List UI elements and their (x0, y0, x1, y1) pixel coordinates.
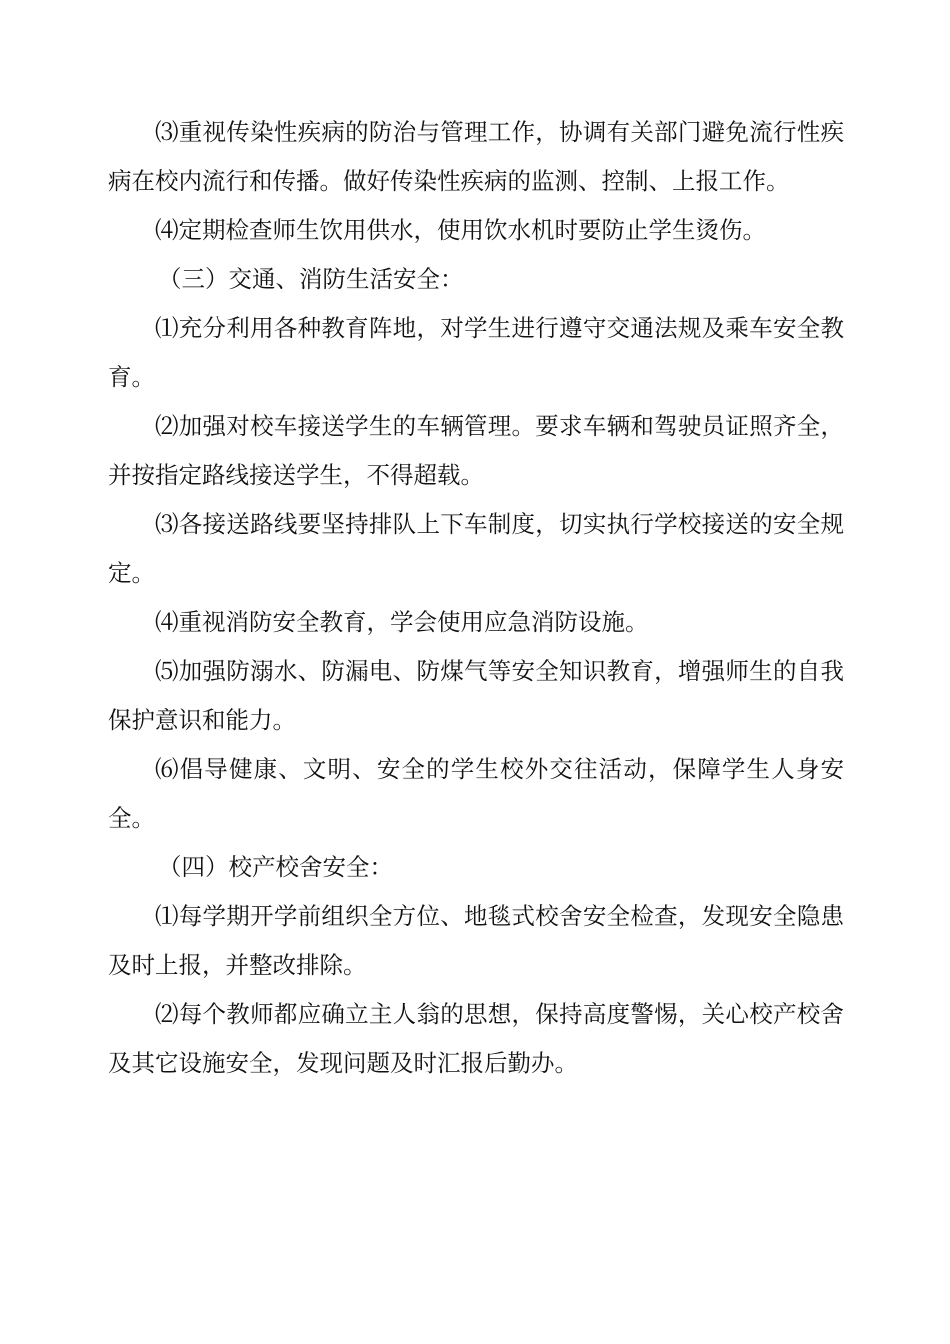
section-heading-traffic-fire: （三）交通、消防生活安全： (158, 265, 464, 293)
paragraph-traffic-2: ⑵加强对校车接送学生的车辆管理。要求车辆和驾驶员证照齐全，并按指定路线接送学生，不得超载。 (108, 412, 844, 489)
document-page (108, 108, 844, 1088)
paragraph-traffic-6: ⑹倡导健康、文明、安全的学生校外交往活动，保障学生人身安全。 (108, 755, 844, 832)
section-heading-property: （四）校产校舍安全： (158, 853, 393, 881)
paragraph-health-4: ⑷定期检查师生饮用供水，使用饮水机时要防止学生烫伤。 (155, 216, 766, 244)
paragraph-health-3: ⑶重视传染性疾病的防治与管理工作，协调有关部门避免流行性疾病在校内流行和传播。做好传染性疾病的监测、控制、上报工作。 (108, 118, 844, 195)
paragraph-traffic-4: ⑷重视消防安全教育，学会使用应急消防设施。 (155, 608, 649, 636)
paragraph-property-1: ⑴每学期开学前组织全方位、地毯式校舍安全检查，发现安全隐患及时上报，并整改排除。 (108, 902, 844, 979)
paragraph-property-2: ⑵每个教师都应确立主人翁的思想，保持高度警惕，关心校产校舍及其它设施安全，发现问题及时汇报后勤办。 (108, 1000, 844, 1077)
paragraph-traffic-5: ⑸加强防溺水、防漏电、防煤气等安全知识教育，增强师生的自我保护意识和能力。 (108, 657, 844, 734)
paragraph-traffic-3: ⑶各接送路线要坚持排队上下车制度，切实执行学校接送的安全规定。 (108, 510, 844, 587)
paragraph-traffic-1: ⑴充分利用各种教育阵地，对学生进行遵守交通法规及乘车安全教育。 (108, 314, 844, 391)
